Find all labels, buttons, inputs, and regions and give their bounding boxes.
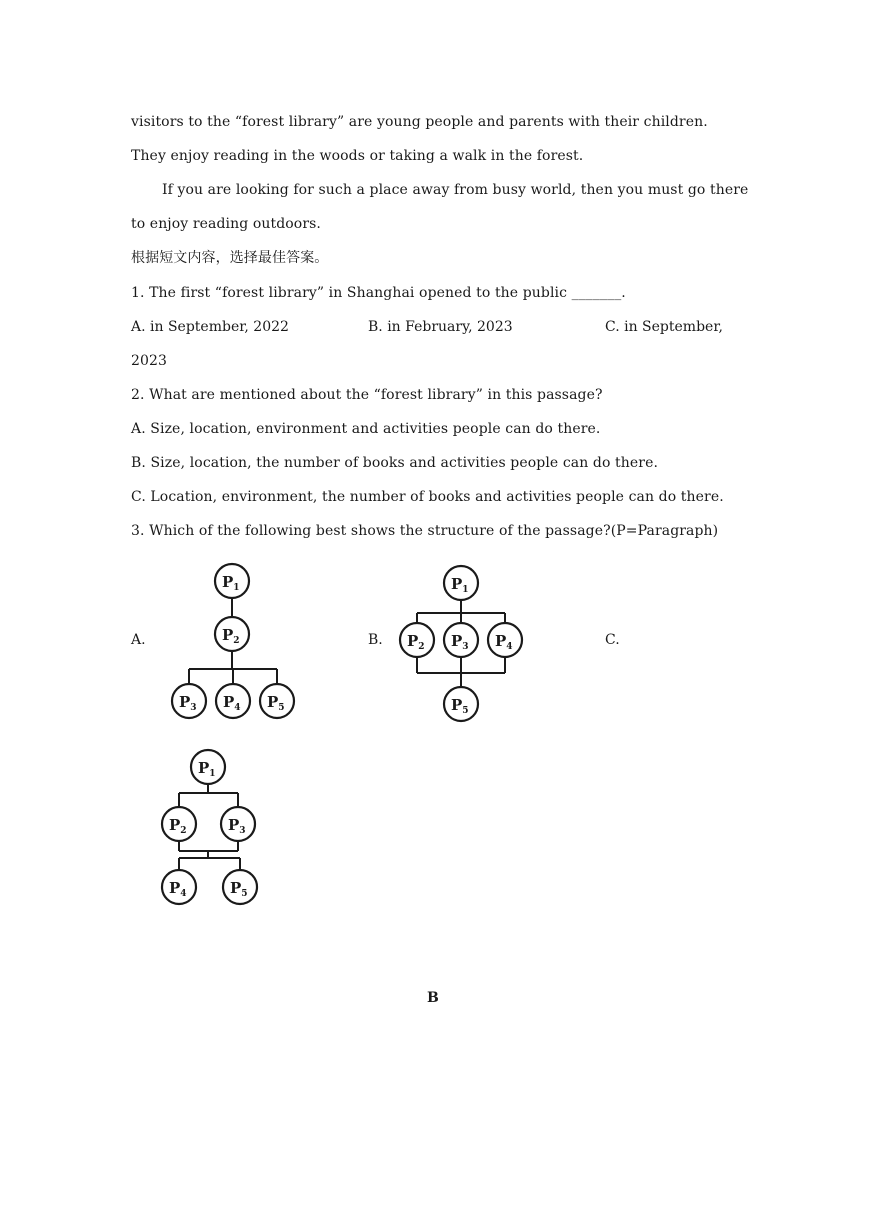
q1-option-c-continued: 2023 [131,353,168,369]
svg-text:P5: $P_5$ [267,693,285,713]
svg-text:P1: $P_1$ [451,575,469,595]
diagram-c-node-2 [162,807,196,841]
q3-option-c-label: C. [605,632,620,648]
diagram-c-node-5 [223,870,257,904]
svg-text:P5: $P_5$ [451,696,469,716]
q1-option-a: A. in September, 2022 [131,319,289,335]
svg-text:P1: $P_1$ [222,573,240,593]
svg-text:P1: $P_1$ [198,759,216,779]
passage-line-2: They enjoy reading in the woods or taking a walk in the forest. [131,148,584,164]
svg-text:P2: $P_2$ [407,632,425,652]
diagram-b-node-5 [444,687,478,721]
section-heading: B [427,990,439,1006]
diagram-c-node-4 [162,870,196,904]
q2-stem: 2. What are mentioned about the “forest library” in this passage? [131,387,603,403]
svg-text:P4: $P_4$ [223,693,241,713]
q1-option-b: B. in February, 2023 [368,319,513,335]
structure-diagram-c [154,744,268,910]
q1-option-c: C. in September, [605,319,723,335]
diagram-a-node-5 [260,684,294,718]
svg-text:P2: $P_2$ [222,626,240,646]
structure-diagram-b [392,560,532,726]
q3-option-b-label: B. [368,632,383,648]
diagram-b-node-2 [400,623,434,657]
diagram-b-node-1 [444,566,478,600]
svg-text:P3: $P_3$ [451,632,469,652]
svg-text:P4: $P_4$ [495,632,513,652]
svg-text:P2: $P_2$ [169,816,187,836]
svg-text:P3: $P_3$ [228,816,246,836]
diagram-a-node-2 [215,617,249,651]
q2-option-b: B. Size, location, the number of books and activities people can do there. [131,455,659,471]
svg-text:P4: $P_4$ [169,879,187,899]
diagram-a-node-4 [216,684,250,718]
structure-diagram-a [160,556,310,728]
svg-text:P5: $P_5$ [230,879,248,899]
passage-line-1: visitors to the “forest library” are young people and parents with their children. [131,114,708,130]
diagram-c-node-3 [221,807,255,841]
instruction: 根据短文内容，选择最佳答案。 [131,250,329,266]
diagram-a-node-1 [215,564,249,598]
diagram-c-node-1 [191,750,225,784]
q3-stem: 3. Which of the following best shows the structure of the passage?(P=Paragraph) [131,523,719,539]
q2-option-c: C. Location, environment, the number of books and activities people can do there. [131,489,724,505]
q2-option-a: A. Size, location, environment and activities people can do there. [131,421,601,437]
passage-line-3: If you are looking for such a place away from busy world, then you must go there [162,182,749,198]
diagram-b-node-4 [488,623,522,657]
q3-option-a-label: A. [131,632,146,648]
q1-stem: 1. The first “forest library” in Shanghai opened to the public _______. [131,285,626,301]
diagram-b-node-3 [444,623,478,657]
diagram-a-node-3 [172,684,206,718]
svg-text:P3: $P_3$ [179,693,197,713]
passage-line-4: to enjoy reading outdoors. [131,216,321,232]
